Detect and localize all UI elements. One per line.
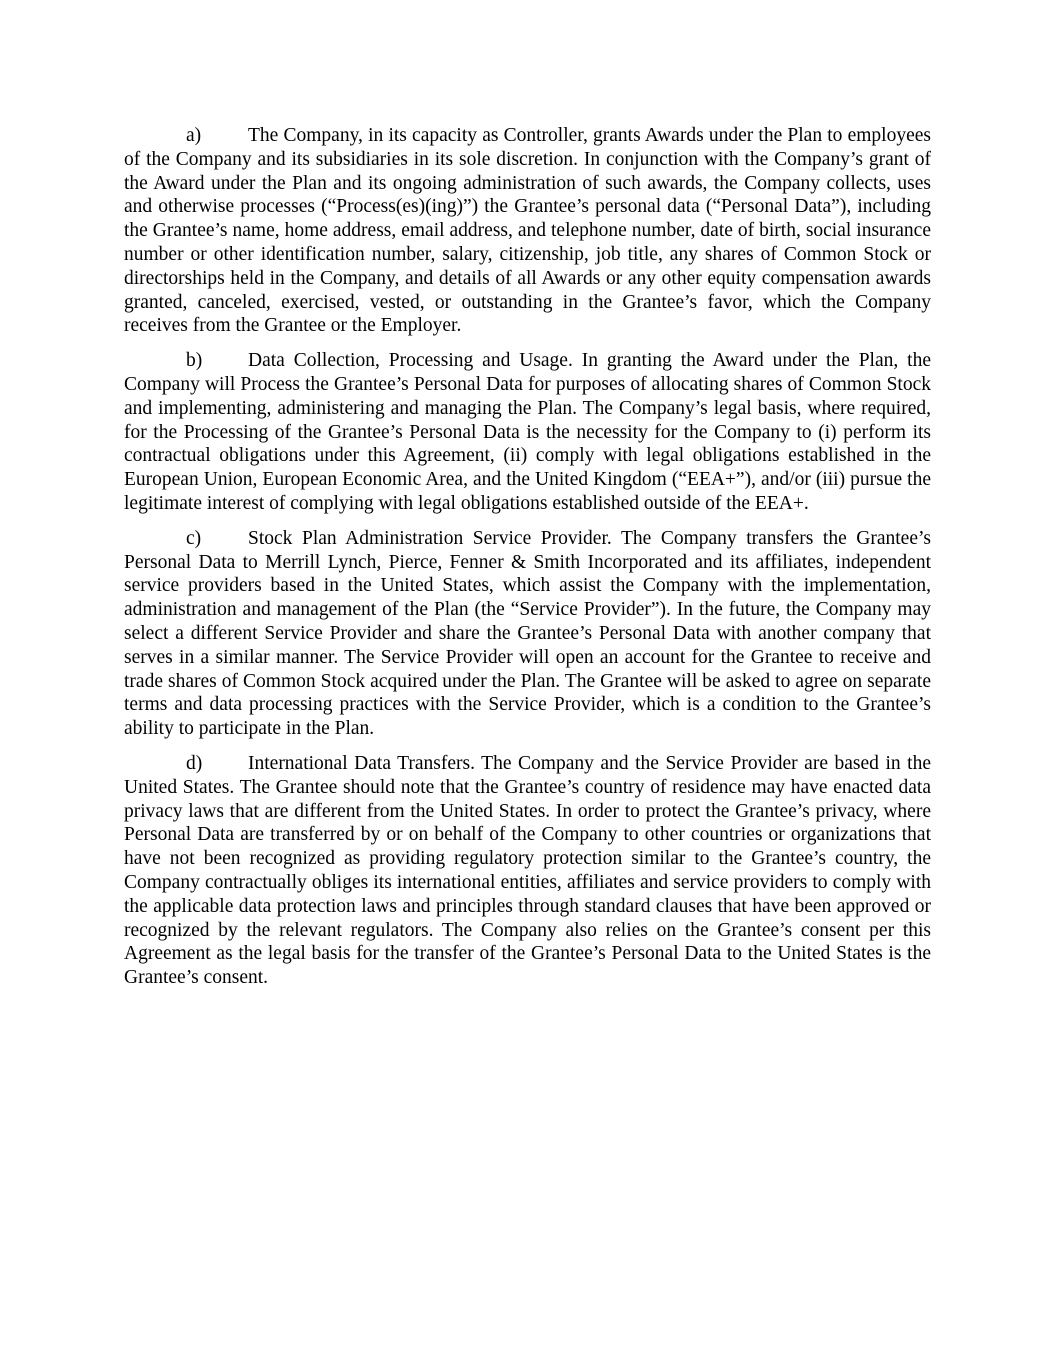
document-page [124,124,931,1001]
paragraph-a [124,124,931,338]
paragraph-marker: a) [186,125,202,146]
paragraph-marker: c) [186,527,202,549]
paragraph-b [124,349,931,516]
paragraph-text: Data Collection, Processing and Usage. In granting the Award under the Plan, the Company will Process the Grantee’s Personal Data for purposes of allocating shares of Common Stock and implementing, administering and managing the Plan. The Company’s legal basis, where required, for the Processing of the Grantee’s Personal Data is the necessity for the Company to (i) perform its contractual obligations under this Agreement, (ii) comply with legal obligations established in the European Union, European Economic Area, and the United Kingdom (“EEA+”), and/or (iii) pursue the legitimate interest of complying with legal obligations established outside of the EEA+. [124,350,931,514]
paragraph-marker: b) [186,350,203,372]
paragraph-text: International Data Transfers. The Company and the Service Provider are based in the United States. The Grantee should note that the Grantee’s country of residence may have enacted data privacy laws that are different from the United States. In order to protect the Grantee’s privacy, where Personal Data are transferred by or on behalf of the Company to other countries or organizations that have not been recognized as providing regulatory protection similar to the Grantee’s country, the Company contractually obliges its international entities, affiliates and service providers to comply with the applicable data protection laws and principles through standard clauses that have been approved or recognized by the relevant regulators. The Company also relies on the Grantee’s consent per this Agreement as the legal basis for the transfer of the Grantee’s Personal Data to the United States is the Grantee’s consent. [124,752,931,989]
paragraph-marker: d) [186,752,203,774]
paragraph-c [124,527,931,741]
paragraph-text: Stock Plan Administration Service Provider. The Company transfers the Grantee’s Personal Data to Merrill Lynch, Pierce, Fenner & Smith Incorporated and its affiliates, independent service providers based in the United States, which assist the Company with the implementation, administration and management of the Plan (the “Service Provider”). In the future, the Company may select a different Service Provider and share the Grantee’s Personal Data with another company that serves in a similar manner. The Service Provider will open an account for the Grantee to receive and trade shares of Common Stock acquired under the Plan. The Grantee will be asked to agree on separate terms and data processing practices with the Service Provider, which is a condition to the Grantee’s ability to participate in the Plan. [124,527,931,740]
paragraph-text: The Company, in its capacity as Controller, grants Awards under the Plan to employees of the Company and its subsidiaries in its sole discretion. In conjunction with the Company’s grant of the Award under the Plan and its ongoing administration of such awards, the Company collects, uses and otherwise processes (“Process(es)(ing)”) the Grantee’s personal data (“Personal Data”), including the Grantee’s name, home address, email address, and telephone number, date of birth, social insurance number or other identification number, salary, citizenship, job title, any shares of Common Stock or directorships held in the Company, and details of all Awards or any other equity compensation awards granted, canceled, exercised, vested, or outstanding in the Grantee’s favor, which the Company receives from the Grantee or the Employer. [124,125,931,337]
paragraph-d [124,752,931,990]
